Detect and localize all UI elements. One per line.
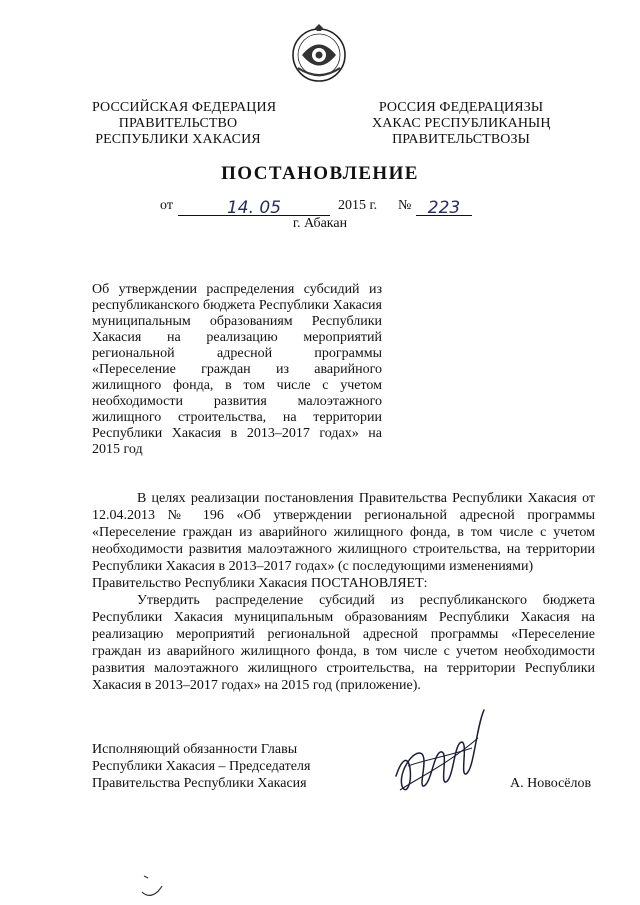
body-paragraph: В целях реализации постановления Правительства Республики Хакасия от 12.04.2013 № 196 «Об утверждении региональной адресной программы «Переселение граждан из аварийного жилищного фонда, в том числе с учетом необходимости развития малоэтажного жилищного строительства, на территории Республики Хакасия в 2013–2017 годах» (с последующими изменениями) [92,491,595,574]
coat-of-arms-emblem [288,22,350,84]
handwritten-signature [388,698,498,808]
header-right-block [372,100,550,148]
header-right-line: ХАКАС РЕСПУБЛИКАНЫҢ [372,116,551,131]
body-paragraph-resolution: Правительство Республики Хакасия ПОСТАНОВЛЯЕТ: [92,576,428,591]
signatory-position [92,741,310,792]
signatory-position-line: Исполняющий обязанности Главы [92,742,298,757]
city-label: г. Абакан [292,216,348,231]
header-left-line: РОССИЙСКАЯ ФЕДЕРАЦИЯ [92,100,277,115]
handwritten-mark [138,872,168,898]
signatory-position-line: Правительства Республики Хакасия [92,776,307,791]
date-year: 2015 г. [338,198,378,213]
header-right-line: ПРАВИТЕЛЬСТВОЗЫ [392,132,530,147]
body-paragraph: Утвердить распределение субсидий из республиканского бюджета Республики Хакасия муниципальным образованиям Республики Хакасия на реализацию мероприятий региональной адресной программы «Переселение граждан из аварийного жилищного фонда, в том числе с учетом необходимости развития малоэтажного жилищного строительства, на территории Республики Хакасия в 2013–2017 годах» на 2015 год (приложение). [92,593,595,693]
header-left-line: РЕСПУБЛИКИ ХАКАСИЯ [95,132,261,147]
date-prefix: от [160,198,173,213]
document-subject: Об утверждении распределения субсидий из республиканского бюджета Республики Хакасия муниципальным образованиям Республики Хакасия на реализацию мероприятий региональной адресной программы «Переселение граждан из аварийного жилищного фонда, в том числе с учетом необходимости развития малоэтажного жилищного строительства, на территории Республики Хакасия в 2013–2017 годах» на 2015 год [92,282,382,457]
header-right-line: РОССИЯ ФЕДЕРАЦИЯЗЫ [378,100,544,115]
number-label: № [398,198,412,213]
handwritten-date: 14. 05 [226,198,282,218]
header-left-block [92,100,277,148]
signatory-position-line: Республики Хакасия – Председателя [92,759,311,774]
document-body [92,490,595,694]
handwritten-number: 223 [427,198,461,218]
header-left-line: ПРАВИТЕЛЬСТВО [118,116,238,131]
signatory-name: А. Новосёлов [510,776,592,791]
document-title: ПОСТАНОВЛЕНИЕ [221,163,419,184]
date-field [178,198,330,216]
number-field [416,198,472,216]
